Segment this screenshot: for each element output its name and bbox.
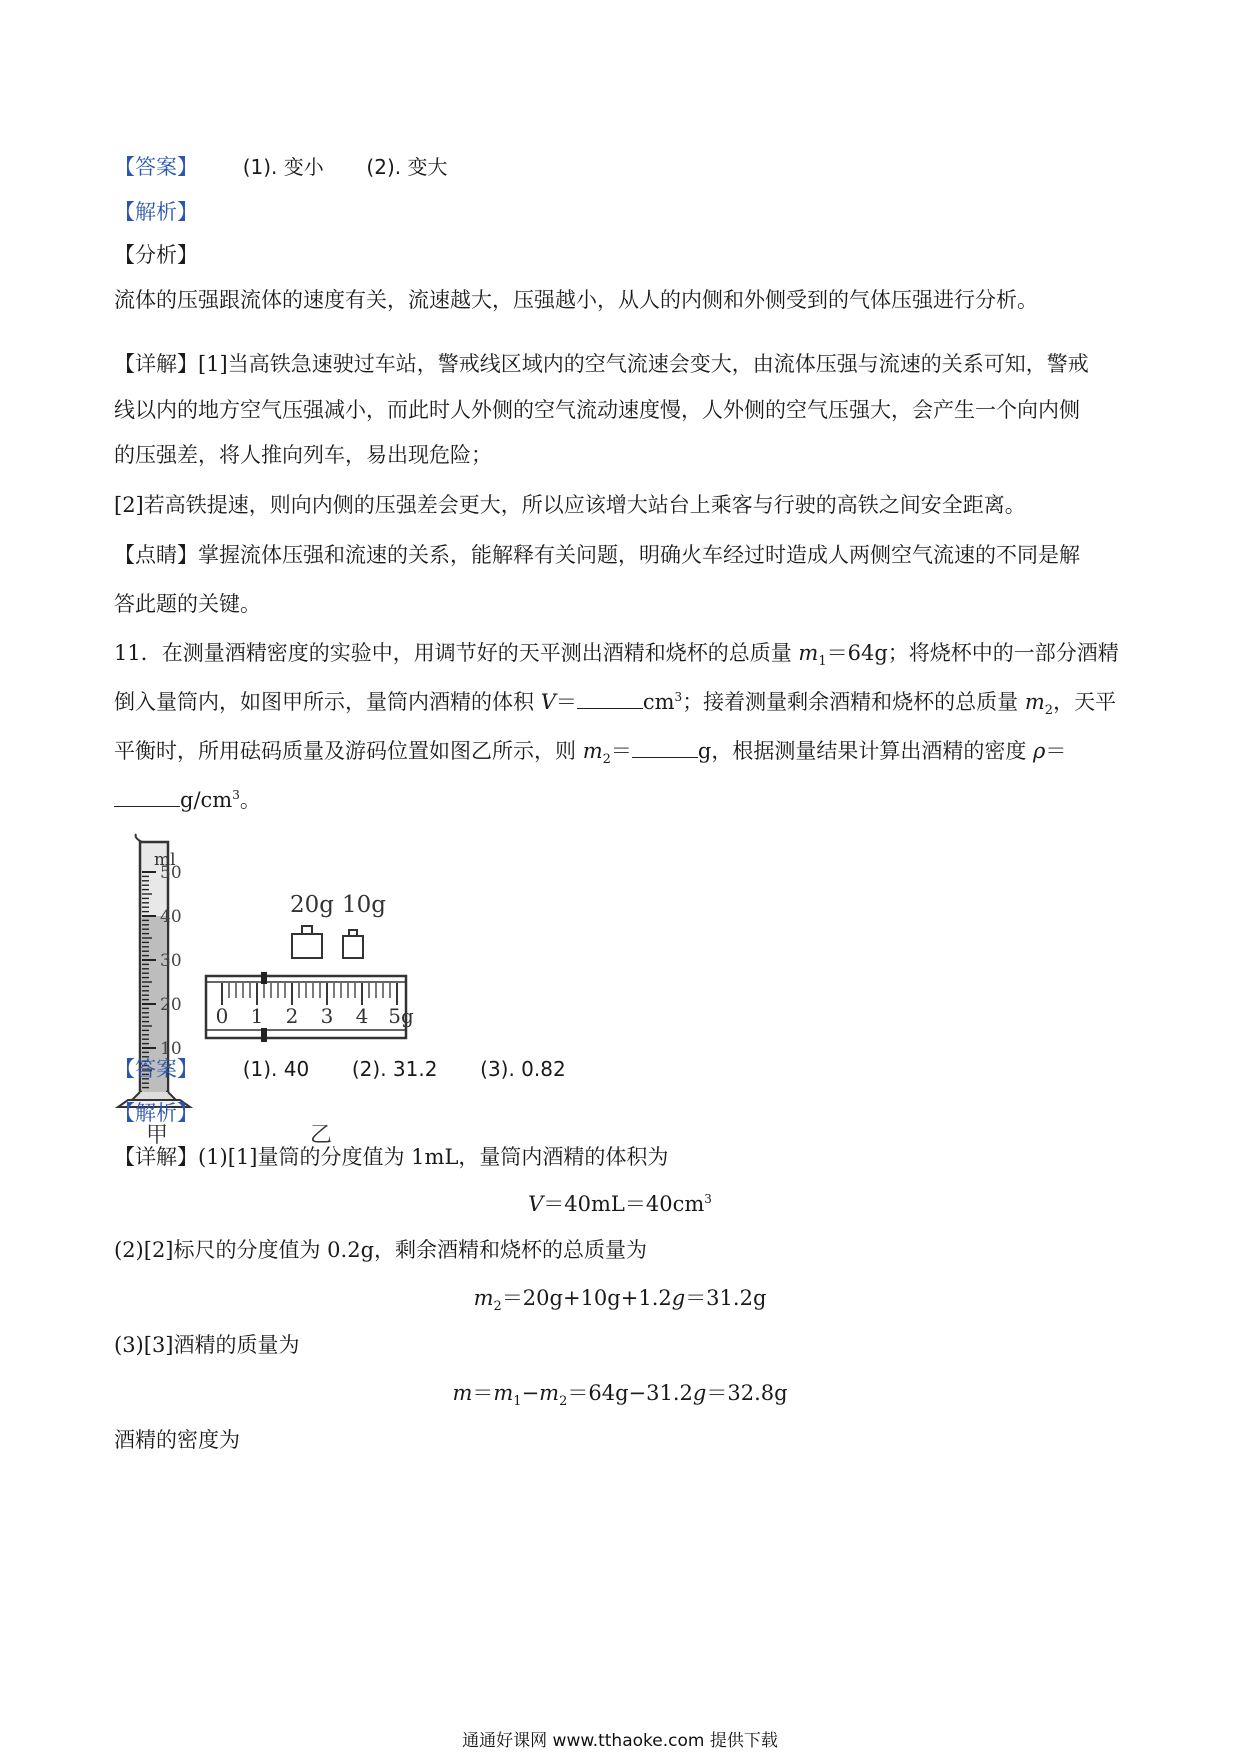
rider-bottom [261, 1028, 267, 1042]
ruler-label: 2 [285, 1004, 299, 1028]
eq-text: − [521, 1381, 540, 1405]
eq-unit: g [671, 1286, 686, 1310]
answer-1: (1). 变小 [242, 155, 324, 179]
sub: 1 [818, 654, 827, 670]
fenxi-heading [114, 240, 198, 270]
q11-line2 [114, 687, 1116, 717]
sub: 2 [493, 1299, 502, 1315]
cyl-tick-label: 50 [160, 863, 182, 883]
weight-20g-label: 20g [290, 892, 334, 918]
eq-text: ＝ [472, 1381, 494, 1405]
analysis-tag: 【解析】 [114, 200, 198, 224]
cyl-tick-label: 40 [160, 907, 182, 927]
page-footer: 通通好课网 www.tthaoke.com 提供下载 [462, 1731, 778, 1751]
answer-2: (2). 31.2 [351, 1057, 438, 1081]
answer-tag: 【答案】 [114, 1057, 198, 1081]
xiangjie-11-s4: 酒精的密度为 [114, 1428, 240, 1452]
answer-tag: 【答案】 [114, 155, 198, 179]
answer-2: (2). 变大 [366, 155, 448, 179]
q11-text: ＝ [1045, 739, 1067, 763]
cylinder-unit: ml [154, 850, 176, 870]
ruler-label: 4 [355, 1004, 369, 1028]
weights [290, 892, 386, 958]
equation-2 [0, 1283, 1240, 1313]
ruler-label: 5g [388, 1004, 414, 1028]
q11-text: ，天平 [1053, 690, 1117, 714]
answer-line-10 [114, 152, 447, 182]
analysis-line-11 [114, 1098, 198, 1128]
var-m1: m [798, 641, 819, 665]
cyl-tick-label: 10 [160, 1039, 182, 1059]
weight-10g-label: 10g [342, 892, 386, 918]
answer-3: (3). 0.82 [480, 1057, 566, 1081]
equation-1 [0, 1189, 1240, 1219]
q11-text: cm [642, 690, 675, 714]
dianjing-text: 掌握流体压强和流速的关系，能解释有关问题，明确火车经过时造成人两侧空气流速的不同是解 [198, 543, 1080, 567]
xiangjie-tag: 【详解】 [114, 352, 198, 376]
analysis-tag: 【解析】 [114, 1101, 198, 1125]
q11-line1 [114, 638, 1119, 668]
sub: 1 [513, 1394, 522, 1410]
weight-20g-icon [292, 926, 322, 958]
q11-text: ＝ [555, 690, 577, 714]
xiangjie-11-s3: (3)[3]酒精的质量为 [114, 1333, 300, 1357]
q11-text: 倒入量筒内，如图甲所示，量筒内酒精的体积 [114, 690, 541, 714]
label-jia: 甲 [146, 1123, 169, 1148]
label-yi: 乙 [310, 1123, 333, 1148]
fenxi-text: 流体的压强跟流体的速度有关，流速越大，压强越小，从人的内侧和外侧受到的气体压强进行分析。 [114, 288, 1038, 312]
sup: 3 [674, 690, 683, 704]
ruler-label: 1 [250, 1004, 264, 1028]
var-m: m [452, 1381, 473, 1405]
sup: 3 [704, 1192, 712, 1206]
fenxi-tag: 【分析】 [114, 243, 198, 267]
var-rho: ρ [1033, 739, 1046, 763]
q11-text: ＝ [610, 739, 632, 763]
q11-text: 11．在测量酒精密度的实验中，用调节好的天平测出酒精和烧杯的总质量 [114, 641, 799, 665]
q11-line4 [114, 785, 261, 815]
q11-text: 平衡时，所用砝码质量及游码位置如图乙所示，则 [114, 739, 583, 763]
analysis-line-10 [114, 197, 198, 227]
equation-3 [0, 1378, 1240, 1408]
q11-line3 [114, 736, 1066, 766]
var-v: V [540, 690, 556, 714]
q11-text: ＝64g；将烧杯中的一部分酒精 [826, 641, 1119, 665]
blank-2[interactable] [632, 737, 698, 758]
dianjing-line2: 答此题的关键。 [114, 592, 261, 616]
cyl-tick-label: 30 [160, 951, 182, 971]
eq-text: ＝32.8g [706, 1381, 788, 1405]
blank-3[interactable] [114, 786, 180, 807]
xiangjie-11-s2: (2)[2]标尺的分度值为 0.2g，剩余酒精和烧杯的总质量为 [114, 1238, 648, 1262]
answer-1: (1). 40 [242, 1057, 310, 1081]
var-m2: m [582, 739, 603, 763]
xiangjie-10-line3: 的压强差，将人推向列车，易出现危险； [114, 443, 492, 467]
eq-text: ＝20g+10g+1.2 [501, 1286, 672, 1310]
q11-text: 。 [239, 788, 261, 812]
xiangjie-tag: 【详解】 [114, 1145, 198, 1169]
xiangjie-10-line4: [2]若高铁提速，则向内侧的压强差会更大，所以应该增大站台上乘客与行驶的高铁之间安全距离。 [114, 493, 1026, 517]
answer-line-11 [114, 1054, 566, 1084]
var-v: V [528, 1192, 544, 1216]
ruler-label: 0 [215, 1004, 229, 1028]
eq-text: ＝40mL＝40cm [543, 1192, 705, 1216]
sup: 3 [232, 788, 240, 802]
xiangjie-11-s1 [114, 1142, 668, 1172]
q11-text: g/cm [180, 788, 233, 812]
dianjing-tag: 【点睛】 [114, 543, 198, 567]
weight-10g-icon [343, 930, 363, 958]
xiangjie-text: [1]当高铁急速驶过车站，警戒线区域内的空气流速会变大，由流体压强与流速的关系可知，警戒 [198, 352, 1089, 376]
var-m2: m [539, 1381, 560, 1405]
q11-text: ；接着测量剩余酒精和烧杯的总质量 [682, 690, 1025, 714]
cyl-tick-label: 20 [160, 995, 182, 1015]
ruler-label: 3 [320, 1004, 334, 1028]
var-m: m [473, 1286, 494, 1310]
var-m2: m [1024, 690, 1045, 714]
rider-top [261, 972, 267, 984]
xiangjie-10-line2: 线以内的地方空气压强减小，而此时人外侧的空气流动速度慢，人外侧的空气压强大，会产生一个向内侧 [114, 398, 1080, 422]
step-text: (1)[1]量筒的分度值为 1mL，量筒内酒精的体积为 [198, 1145, 669, 1169]
q11-text: g，根据测量结果计算出酒精的密度 [697, 739, 1034, 763]
dianjing-line1 [114, 540, 1080, 570]
eq-text: ＝64g−31.2 [567, 1381, 693, 1405]
sub: 2 [602, 752, 611, 768]
sub: 2 [1044, 703, 1054, 719]
blank-1[interactable] [577, 688, 643, 709]
xiangjie-10-line1 [114, 349, 1089, 379]
var-m1: m [493, 1381, 514, 1405]
eq-text: ＝31.2g [685, 1286, 767, 1310]
eq-unit: g [692, 1381, 707, 1405]
sub: 2 [559, 1394, 568, 1410]
